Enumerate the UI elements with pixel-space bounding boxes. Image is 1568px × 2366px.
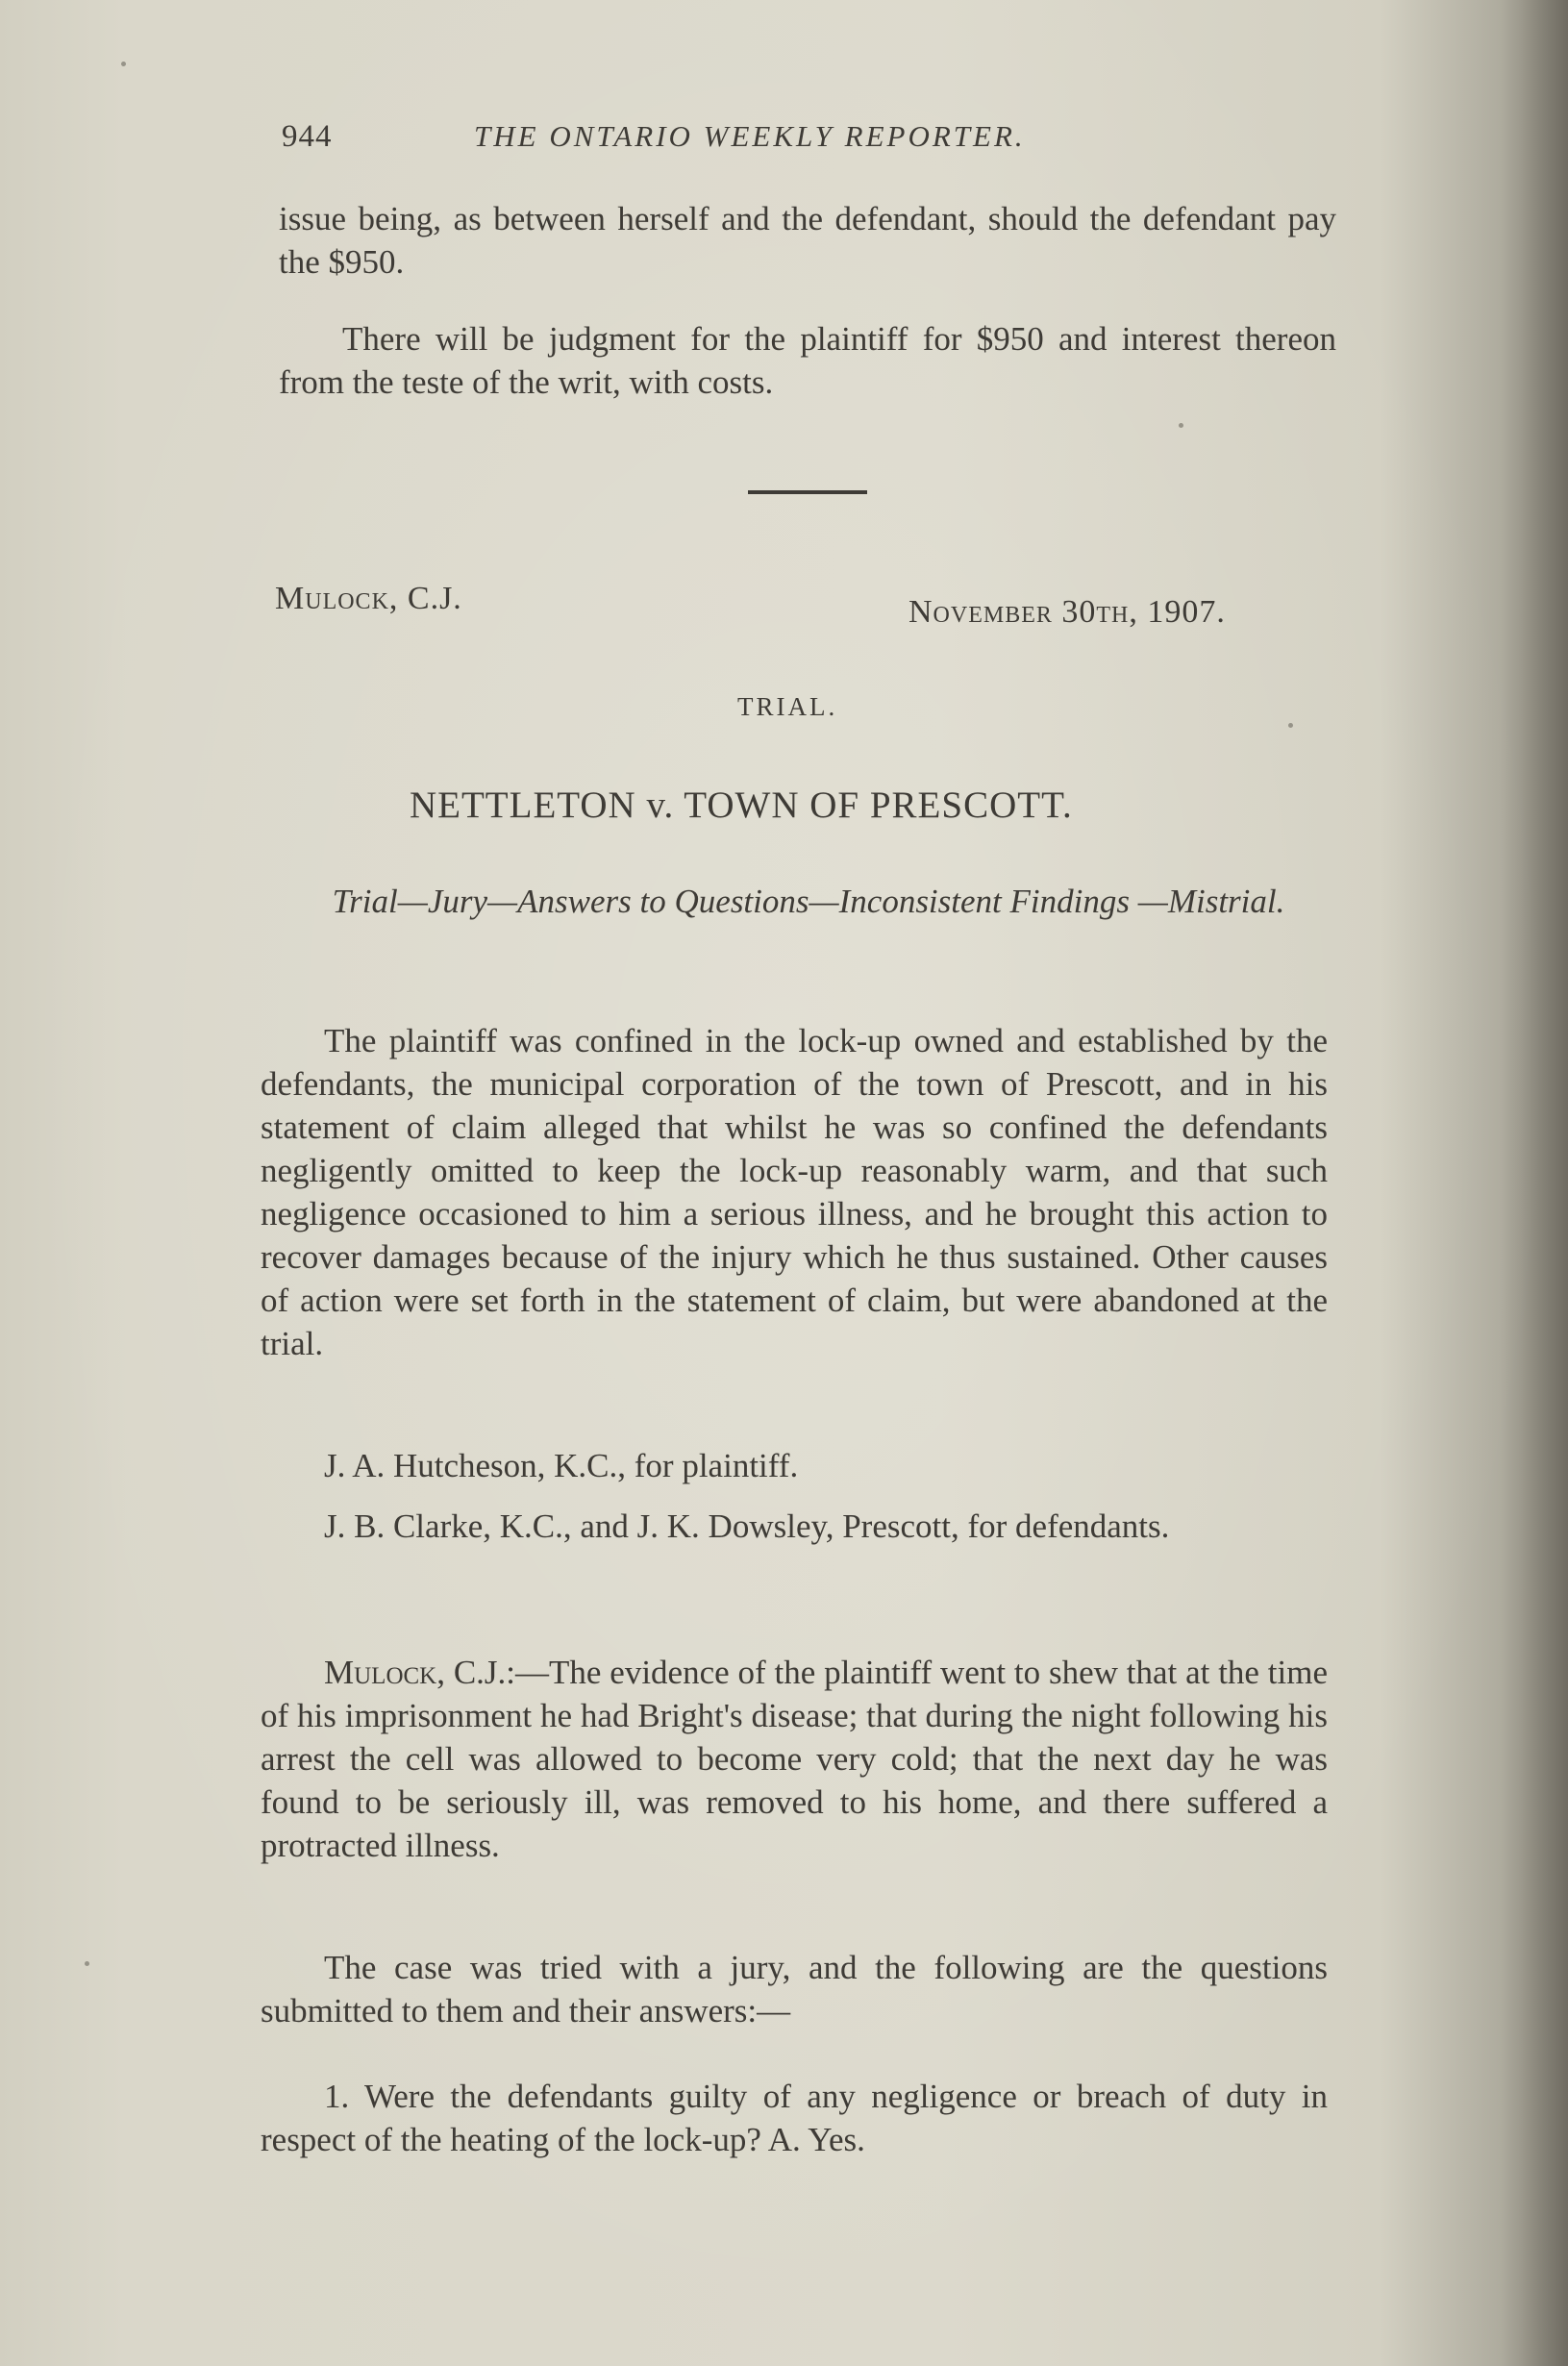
paper-speck [1288, 723, 1293, 728]
judgment-paragraph-1 [261, 1651, 1328, 1867]
prev-case-paragraph-1: issue being, as between herself and the defendant, should the defendant pay the $950. [279, 200, 1336, 281]
paper-speck [121, 62, 126, 66]
judgment-speaker: Mulock, C.J. [324, 1654, 507, 1691]
section-divider-rule [748, 490, 867, 494]
running-header [282, 119, 1339, 167]
judge-name: Mulock, C.J. [275, 581, 462, 616]
running-title: THE ONTARIO WEEKLY REPORTER. [474, 119, 1026, 153]
headnote: Trial—Jury—Answers to Questions—Inconsistent Findings —Mistrial. [332, 883, 1285, 920]
prev-case-paragraph-2: There will be judgment for the plaintiff for $950 and interest thereon from the teste of the writ, with costs. [279, 320, 1336, 401]
section-label: TRIAL. [737, 692, 838, 721]
case-title: NETTLETON v. TOWN OF PRESCOTT. [410, 785, 1073, 826]
judgment-paragraph-2: The case was tried with a jury, and the following are the questions submitted to them and their answers:— [261, 1949, 1328, 2030]
statement-of-facts: The plaintiff was confined in the lock-up owned and established by the defendants, the municipal corporation of the town of Prescott, and in his statement of claim alleged that whilst he was so confined the defendants negligently omitted to keep the lock-up reasonably warm, and that such negligence occasioned to him a serious illness, and he brought this action to recover damages because of the injury which he thus sustained. Other causes of action were set forth in the statement of claim, but were abandoned at the trial. [261, 1022, 1328, 1362]
paper-speck [85, 1961, 89, 1966]
question-1: 1. Were the defendants guilty of any negligence or breach of duty in respect of the heating of the lock-up? A. Yes. [261, 2078, 1328, 2158]
paper-speck [1179, 423, 1183, 428]
decision-date: November 30th, 1907. [908, 594, 1226, 630]
counsel-defendants: J. B. Clarke, K.C., and J. K. Dowsley, Prescott, for defendants. [324, 1507, 1170, 1545]
page-edge-shadow [1501, 0, 1568, 2366]
judgment-text-1: :—The evidence of the plaintiff went to shew that at the time of his imprisonment he had Bright's disease; that during the night following his arrest the cell was allowed to become very cold; that the next day he was found to be seriously ill, was removed to his home, and there suffered a protracted illness. [261, 1654, 1328, 1864]
counsel-plaintiff: J. A. Hutcheson, K.C., for plaintiff. [324, 1447, 799, 1484]
page-number: 944 [282, 119, 333, 154]
